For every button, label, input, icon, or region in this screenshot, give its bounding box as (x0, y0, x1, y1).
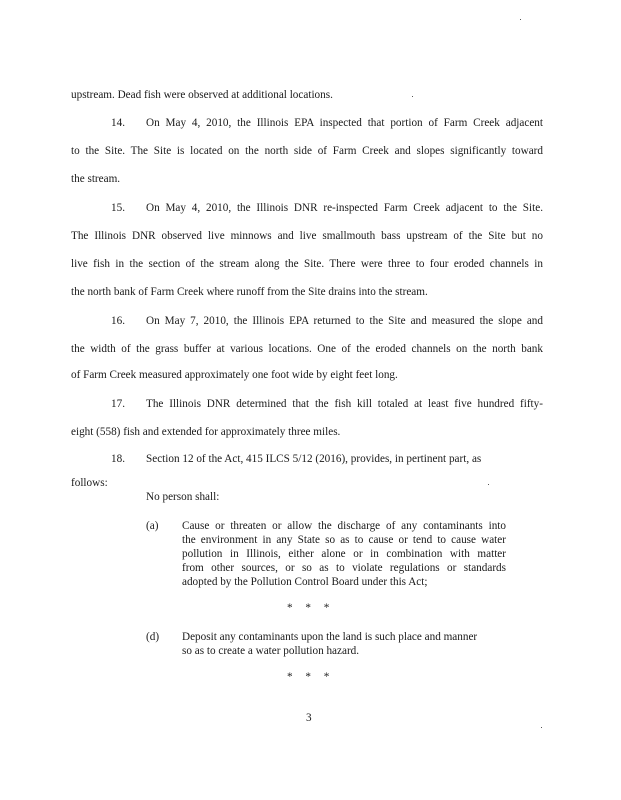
ellipsis-separator: * * * (287, 602, 335, 614)
paragraph-line: live fish in the section of the stream along the Site. There were three to four eroded channels in (71, 258, 543, 270)
paragraph-number: 18. (111, 453, 125, 465)
paragraph-line: The Illinois DNR determined that the fish kill totaled at least five hundred fifty- (146, 398, 543, 410)
paragraph-line: On May 4, 2010, the Illinois EPA inspected that portion of Farm Creek adjacent (146, 117, 543, 129)
quote-line: so as to create a water pollution hazard. (182, 645, 360, 657)
quote-line: Cause or threaten or allow the discharge of any contaminants into (182, 520, 506, 532)
paragraph-number: 15. (111, 202, 125, 214)
scan-speck (412, 96, 413, 97)
paragraph-line: follows: (71, 477, 108, 489)
quote-line: Deposit any contaminants upon the land is such place and manner (182, 631, 478, 643)
scan-speck (520, 19, 521, 20)
paragraph-line: the width of the grass buffer at various locations. One of the eroded channels on the north bank (71, 343, 543, 355)
subsection-label: (a) (146, 520, 159, 532)
paragraph-line: of Farm Creek measured approximately one foot wide by eight feet long. (71, 369, 398, 381)
paragraph-line: the north bank of Farm Creek where runoff from the Site drains into the stream. (71, 286, 428, 298)
paragraph-line: On May 7, 2010, the Illinois EPA returned to the Site and measured the slope and (146, 315, 543, 327)
quote-intro: No person shall: (146, 491, 220, 503)
quote-line: from other sources, or so as to violate regulations or standards (182, 562, 506, 574)
paragraph-number: 16. (111, 315, 125, 327)
subsection-label: (d) (146, 631, 160, 643)
paragraph-line: On May 4, 2010, the Illinois DNR re-inspected Farm Creek adjacent to the Site. (146, 202, 543, 214)
paragraph-number: 14. (111, 117, 125, 129)
paragraph-line: to the Site. The Site is located on the north side of Farm Creek and slopes significantly toward (71, 145, 543, 157)
paragraph-line: Section 12 of the Act, 415 ILCS 5/12 (2016), provides, in pertinent part, as (146, 453, 482, 465)
paragraph-13-tail: upstream. Dead fish were observed at additional locations. (71, 89, 333, 101)
paragraph-line: The Illinois DNR observed live minnows and live smallmouth bass upstream of the Site but no (71, 230, 543, 242)
scan-speck (488, 484, 489, 485)
quote-line: pollution in Illinois, either alone or in combination with matter (182, 548, 506, 560)
scan-speck (541, 727, 542, 728)
paragraph-line: eight (558) fish and extended for approximately three miles. (71, 426, 341, 438)
paragraph-number: 17. (111, 398, 125, 410)
quote-line: adopted by the Pollution Control Board under this Act; (182, 576, 428, 588)
page-number: 3 (306, 712, 312, 724)
paragraph-line: the stream. (71, 173, 121, 185)
quote-line: the environment in any State so as to cause or tend to cause water (182, 534, 506, 546)
ellipsis-separator: * * * (287, 671, 335, 683)
